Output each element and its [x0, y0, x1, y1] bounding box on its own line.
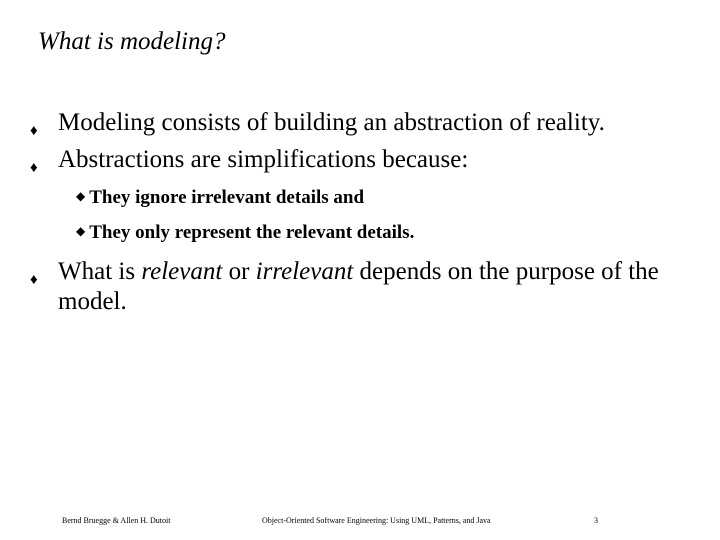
bullet-text-part: What is: [58, 258, 142, 285]
slide-title: What is modeling?: [38, 28, 226, 55]
bullet-text: Abstractions are simplifications because:: [58, 146, 469, 173]
diamond-sub-bullet-icon: ◆: [76, 224, 86, 238]
diamond-sub-bullet-icon: ◆: [76, 189, 86, 203]
sub-bullet-item: [76, 220, 414, 247]
emphasis-relevant: relevant: [141, 258, 223, 285]
sub-bullet-text: They only represent the relevant details.: [89, 222, 415, 243]
footer-book-title: Object-Oriented Software Engineering: Using UML, Patterns, and Java: [262, 516, 491, 525]
sub-bullet-item: [76, 185, 364, 212]
diamond-bullet-icon: ♦: [30, 123, 38, 139]
diamond-bullet-icon: ♦: [30, 272, 38, 288]
footer-authors: Bernd Bruegge & Allen H. Dutoit: [62, 516, 171, 525]
bullet-text: [58, 257, 698, 317]
bullet-text-part: or: [222, 258, 256, 285]
bullet-text-part: depends on the purpose of the model.: [58, 258, 659, 315]
emphasis-irrelevant: irrelevant: [255, 258, 354, 285]
footer-page-number: 3: [594, 516, 598, 525]
sub-bullet-text: They ignore irrelevant details and: [89, 187, 365, 208]
bullet-text: Modeling consists of building an abstraction of reality.: [58, 109, 605, 136]
diamond-bullet-icon: ♦: [30, 160, 38, 176]
